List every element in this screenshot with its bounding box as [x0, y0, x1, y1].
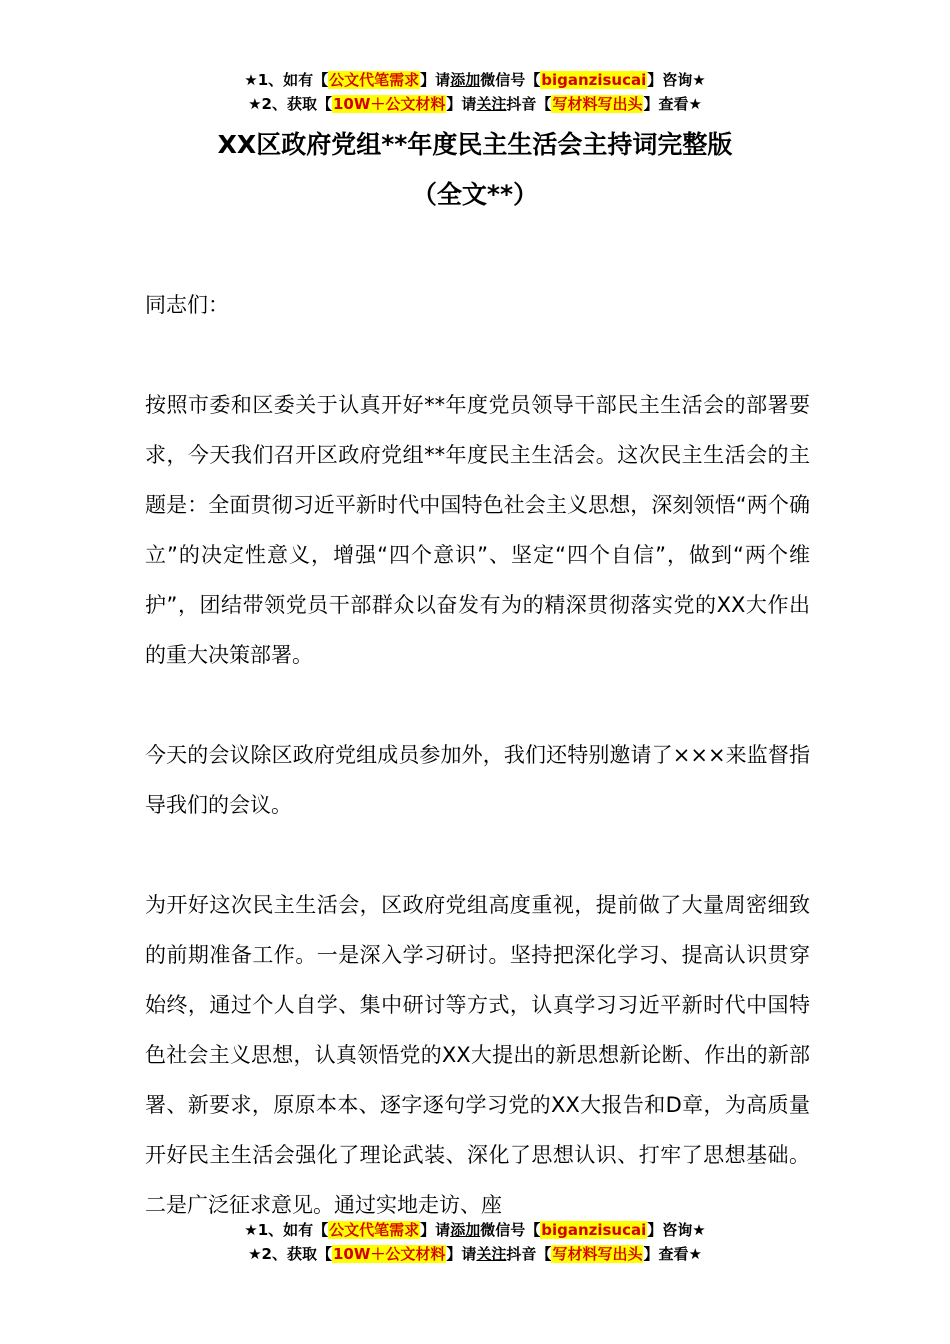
promo-underlined: 关注	[476, 1245, 507, 1263]
promo-banner-bottom	[0, 1218, 950, 1266]
paragraph-3: 为开好这次民主生活会，区政府党组高度重视，提前做了大量周密细致的前期准备工作。一是深入学习研讨。坚持把深化学习、提高认识贯穿始终，通过个人自学、集中研讨等方式，认真学习习近平新时代中国特色社会主义思想，认真领悟党的XX大提出的新思想新论断、作出的新部署、新要求，原原本本、逐字逐句学习党的XX大报告和D章，为高质量开好民主生活会强化了理论武装、深化了思想认识、打牢了思想基础。二是广泛征求意见。通过实地走访、座	[145, 893, 810, 1217]
promo-banner-top	[0, 68, 950, 116]
promo-text: ★2、获取【	[248, 1245, 332, 1263]
promo-line-1	[0, 1218, 950, 1242]
promo-text: 抖音【	[506, 1245, 552, 1263]
promo-line-2	[0, 92, 950, 116]
promo-text: 】请	[420, 71, 451, 89]
promo-text: 】请	[446, 95, 477, 113]
promo-text: 】查看★	[643, 95, 702, 113]
promo-highlight: biganzisucai	[541, 71, 647, 89]
promo-text: 】查看★	[643, 1245, 702, 1263]
promo-line-2	[0, 1242, 950, 1266]
promo-highlight: biganzisucai	[541, 1221, 647, 1239]
promo-highlight: 公文代笔需求	[329, 71, 420, 89]
promo-highlight: 公文代笔需求	[329, 1221, 420, 1239]
promo-underlined: 添加	[450, 1221, 481, 1239]
promo-text: 】咨询★	[647, 71, 706, 89]
promo-text: ★2、获取【	[248, 95, 332, 113]
document-body	[145, 280, 810, 1280]
promo-highlight: 10W＋公文材料	[332, 95, 446, 113]
promo-text: 】咨询★	[647, 1221, 706, 1239]
promo-highlight: 10W＋公文材料	[332, 1245, 446, 1263]
document-subtitle: （全文**）	[411, 180, 539, 209]
promo-underlined: 添加	[450, 71, 481, 89]
promo-line-1	[0, 68, 950, 92]
promo-text: 】请	[446, 1245, 477, 1263]
paragraph-2: 今天的会议除区政府党组成员参加外，我们还特别邀请了×××来监督指导我们的会议。	[145, 743, 810, 817]
promo-text: 微信号【	[480, 1221, 541, 1239]
promo-text: ★1、如有【	[244, 1221, 329, 1239]
promo-text: 抖音【	[506, 95, 552, 113]
promo-underlined: 关注	[476, 95, 507, 113]
paragraph-1: 按照市委和区委关于认真开好**年度党员领导干部民主生活会的部署要求，今天我们召开区政府党组**年度民主生活会。这次民主生活会的主题是：全面贯彻习近平新时代中国特色社会主义思想，深刻领悟“两个确立”的决定性意义，增强“四个意识”、坚定“四个自信”，做到“两个维护”，团结带领党员干部群众以奋发有为的精深贯彻落实党的XX大作出的重大决策部署。	[145, 393, 810, 667]
promo-text: 微信号【	[480, 71, 541, 89]
promo-highlight: 写材料写出头	[552, 95, 643, 113]
promo-text: ★1、如有【	[244, 71, 329, 89]
promo-highlight: 写材料写出头	[552, 1245, 643, 1263]
promo-text: 】请	[420, 1221, 451, 1239]
greeting: 同志们：	[145, 293, 229, 317]
document-title: XX区政府党组**年度民主生活会主持词完整版	[217, 130, 733, 159]
